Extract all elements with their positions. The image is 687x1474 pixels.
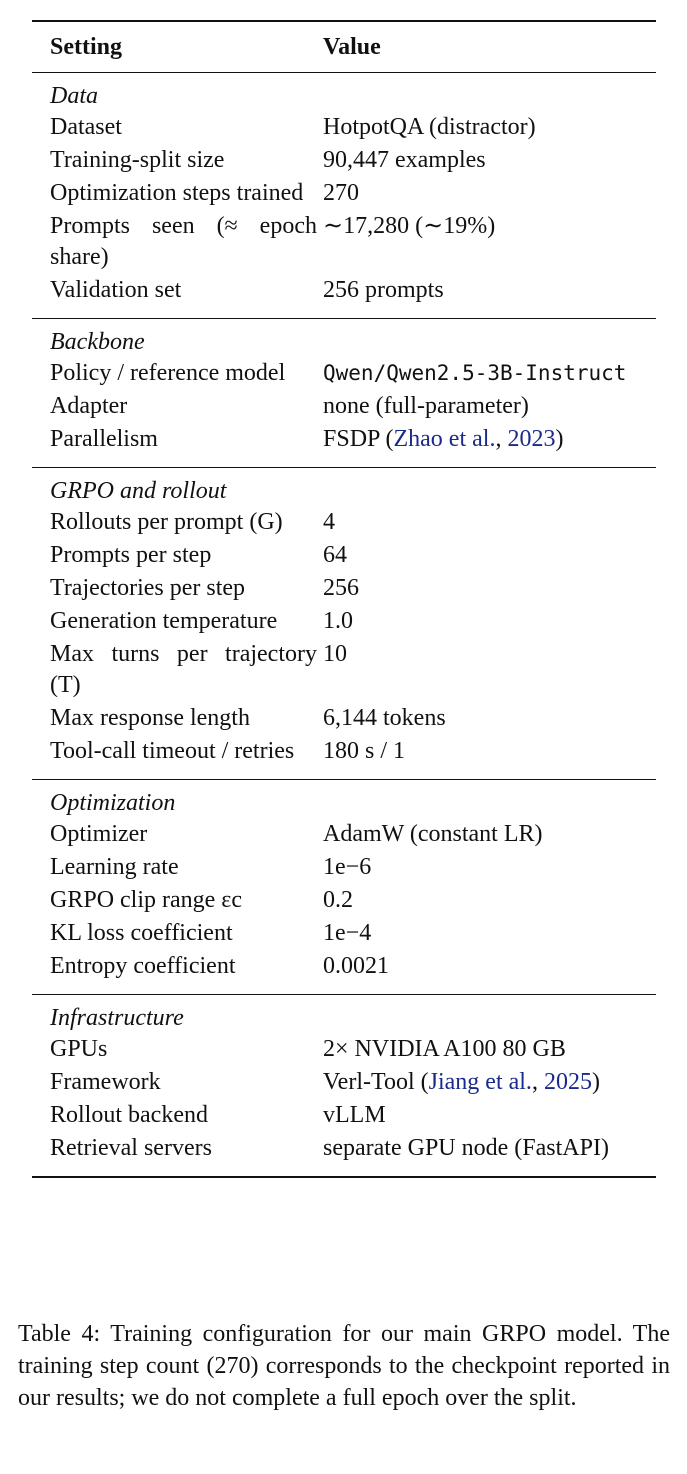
table-row	[32, 275, 656, 306]
value-text: 256	[323, 575, 359, 601]
value-text: separate GPU node (FastAPI)	[323, 1135, 609, 1161]
value-cell	[323, 951, 656, 982]
value-tail: )	[555, 426, 564, 452]
setting-cell: Policy / reference model	[50, 360, 286, 386]
setting-cell: Rollouts per prompt (G)	[50, 509, 283, 535]
value-text: 0.2	[323, 887, 353, 913]
value-cell	[323, 918, 656, 949]
setting-cell: Generation temperature	[50, 608, 278, 634]
value-text: ∼17,280 (∼19%)	[323, 213, 496, 239]
bottom-rule	[32, 1176, 656, 1178]
value-cell	[323, 145, 656, 176]
citation-separator: ,	[531, 1069, 544, 1095]
value-cell	[323, 358, 656, 389]
setting-cell: Optimizer	[50, 821, 148, 847]
value-cell	[323, 424, 656, 455]
table-section	[32, 468, 656, 779]
table-row	[32, 1034, 656, 1065]
value-tail: )	[591, 1069, 600, 1095]
table-row	[32, 918, 656, 949]
value-text: 10	[323, 641, 347, 667]
value-text: FSDP (	[323, 426, 394, 452]
section-title: Backbone	[50, 329, 145, 355]
table-row	[32, 540, 656, 571]
setting-cell: Rollout backend	[50, 1102, 208, 1128]
setting-cell: Framework	[50, 1069, 161, 1095]
value-cell	[323, 703, 656, 734]
citation-author-link[interactable]: Jiang et al.	[428, 1069, 532, 1095]
table-row	[32, 885, 656, 916]
table-row	[32, 573, 656, 604]
setting-cell: Tool-call timeout / retries	[50, 738, 295, 764]
value-text: 1e−6	[323, 854, 372, 880]
value-text: 256 prompts	[323, 277, 444, 303]
table-row	[32, 507, 656, 538]
config-table	[32, 20, 656, 1178]
setting-cell: Entropy coefficient	[50, 953, 236, 979]
setting-cell: Trajectories per step	[50, 575, 246, 601]
table-row	[32, 211, 656, 273]
value-text: 64	[323, 542, 347, 568]
setting-cell: KL loss coefficient	[50, 920, 233, 946]
citation-year-link[interactable]: 2023	[507, 426, 556, 452]
table-section	[32, 995, 656, 1176]
setting-cell: Dataset	[50, 114, 122, 140]
table-body	[32, 72, 656, 1176]
value-cell	[323, 112, 656, 143]
setting-cell: GRPO clip range εc	[50, 887, 243, 913]
value-cell	[323, 819, 656, 850]
table-header	[32, 22, 656, 72]
value-text: 6,144 tokens	[323, 705, 446, 731]
value-text: 0.0021	[323, 953, 389, 979]
setting-cell: Max turns per trajectory (T)	[50, 641, 317, 698]
table-row	[32, 852, 656, 883]
setting-cell: Max response length	[50, 705, 250, 731]
setting-cell: Prompts per step	[50, 542, 212, 568]
setting-cell: Validation set	[50, 277, 182, 303]
section-title: Optimization	[50, 790, 176, 816]
value-cell	[323, 1133, 656, 1164]
value-cell	[323, 540, 656, 571]
setting-cell: Parallelism	[50, 426, 158, 452]
table-row	[32, 1100, 656, 1131]
setting-cell: Training-split size	[50, 147, 225, 173]
value-cell	[323, 178, 656, 209]
table-row	[32, 736, 656, 767]
table-row	[32, 703, 656, 734]
setting-cell: Adapter	[50, 393, 128, 419]
value-text: none (full-parameter)	[323, 393, 529, 419]
table-caption: Table 4: Training configuration for our main GRPO model. The training step count (270) corresponds to the checkpoint reported in our results; we do not complete a full epoch over the split.	[18, 1321, 670, 1411]
table-row	[32, 391, 656, 422]
table-row	[32, 1133, 656, 1164]
value-text: AdamW (constant LR)	[323, 821, 543, 847]
value-cell	[323, 606, 656, 637]
value-cell	[323, 885, 656, 916]
table-row	[32, 606, 656, 637]
value-cell	[323, 1067, 656, 1098]
table-row	[32, 1067, 656, 1098]
value-text: 1e−4	[323, 920, 372, 946]
citation-author-link[interactable]: Zhao et al.	[393, 426, 496, 452]
setting-cell: Prompts seen (≈ epoch share)	[50, 213, 317, 270]
table-section	[32, 780, 656, 994]
value-cell	[323, 573, 656, 604]
section-title: GRPO and rollout	[50, 478, 227, 504]
table-row	[32, 145, 656, 176]
value-text: Qwen/Qwen2.5-3B-Instruct	[323, 361, 627, 385]
table-section	[32, 319, 656, 467]
value-text: 90,447 examples	[323, 147, 486, 173]
value-text: 4	[323, 509, 335, 535]
value-cell	[323, 391, 656, 422]
value-text: Verl-Tool (	[323, 1069, 429, 1095]
table-row	[32, 951, 656, 982]
header-setting: Setting	[50, 34, 122, 60]
table-section	[32, 73, 656, 318]
citation-separator: ,	[495, 426, 508, 452]
value-cell	[323, 507, 656, 538]
table-row	[32, 112, 656, 143]
header-value: Value	[323, 34, 381, 60]
value-text: vLLM	[323, 1102, 386, 1128]
value-cell	[323, 275, 656, 306]
citation-year-link[interactable]: 2025	[543, 1069, 592, 1095]
value-cell	[323, 211, 656, 273]
value-cell	[323, 852, 656, 883]
value-cell	[323, 639, 656, 701]
value-text: 2× NVIDIA A100 80 GB	[323, 1036, 566, 1062]
table-row	[32, 639, 656, 701]
value-text: 1.0	[323, 608, 353, 634]
value-cell	[323, 1100, 656, 1131]
setting-cell: Optimization steps trained	[50, 180, 304, 206]
table-row	[32, 424, 656, 455]
table-row	[32, 358, 656, 389]
section-title: Infrastructure	[50, 1005, 184, 1031]
table-row	[32, 819, 656, 850]
setting-cell: Retrieval servers	[50, 1135, 212, 1161]
value-cell	[323, 1034, 656, 1065]
setting-cell: Learning rate	[50, 854, 179, 880]
value-text: 180 s / 1	[323, 738, 406, 764]
value-text: HotpotQA (distractor)	[323, 114, 536, 140]
value-cell	[323, 736, 656, 767]
table-row	[32, 178, 656, 209]
value-text: 270	[323, 180, 359, 206]
section-title: Data	[50, 83, 98, 109]
setting-cell: GPUs	[50, 1036, 108, 1062]
